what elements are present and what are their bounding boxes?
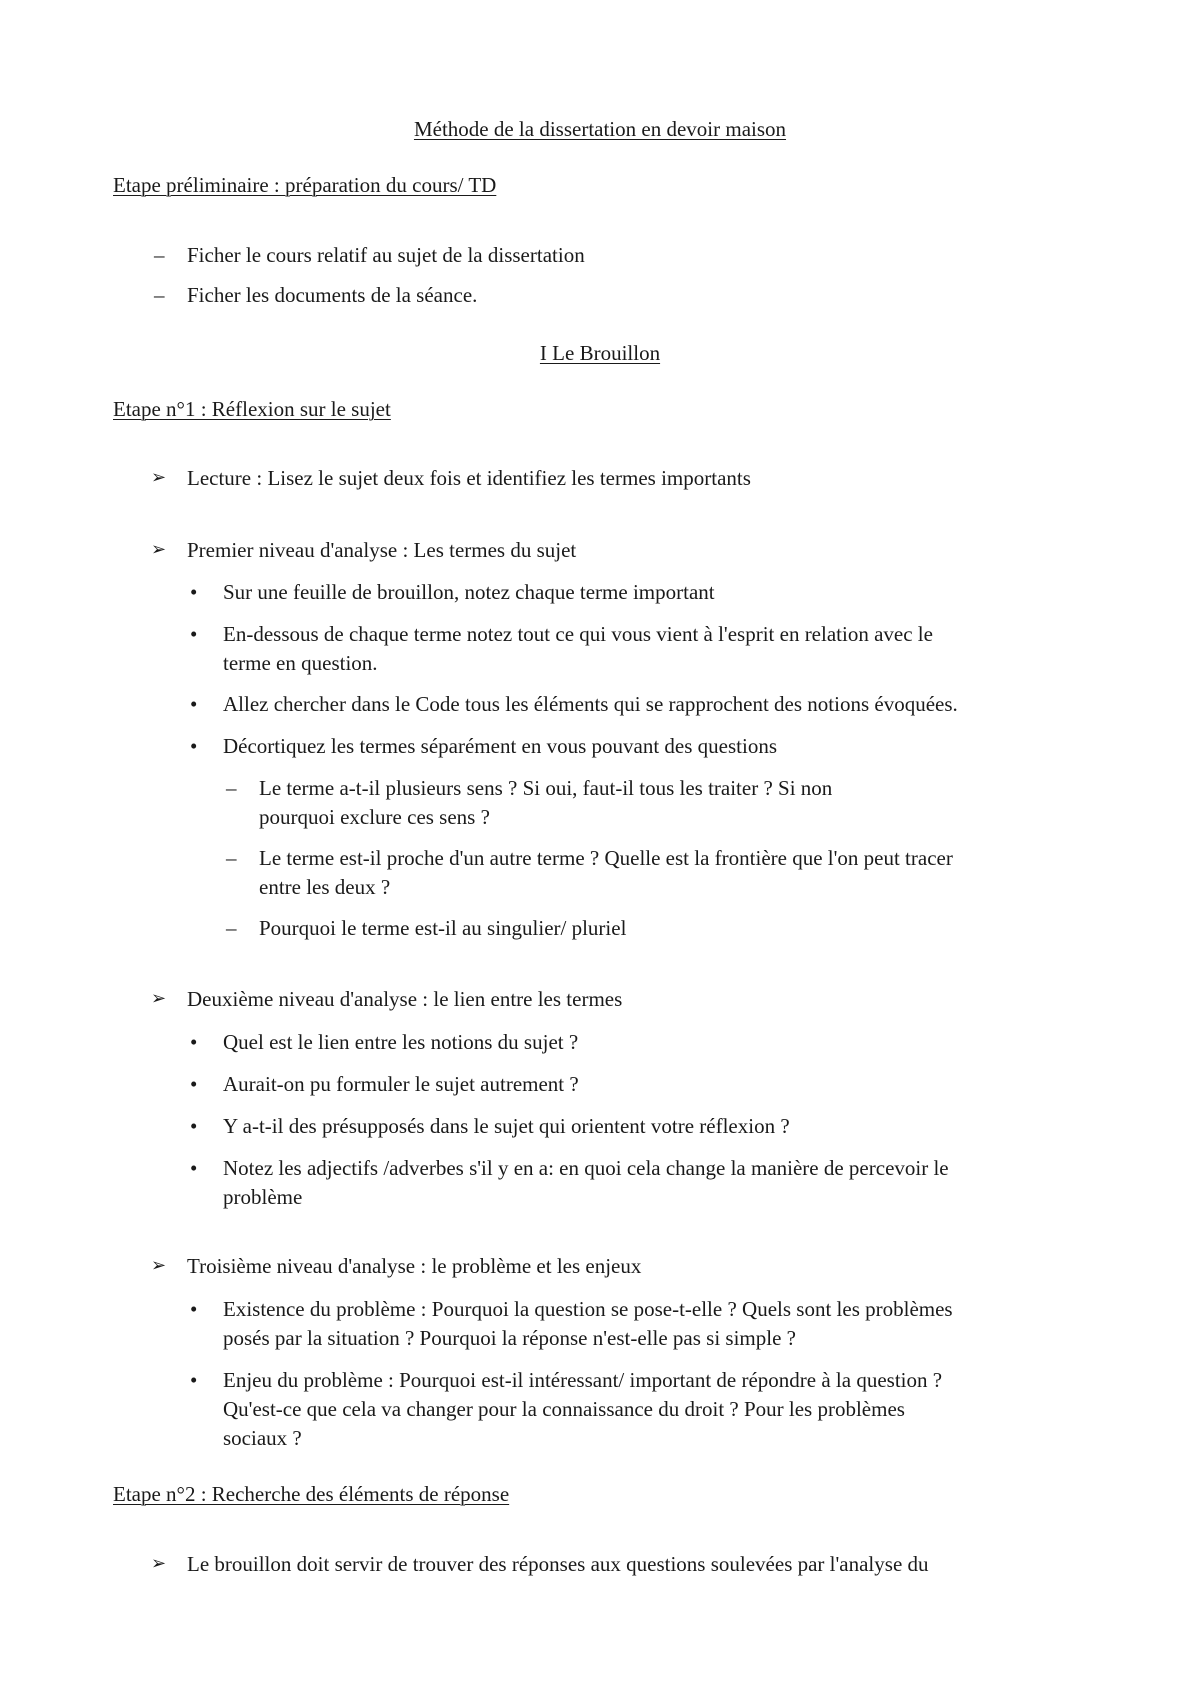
niveau1-subitem-1-cont: pourquoi exclure ces sens ?	[259, 805, 490, 829]
niveau1-bullet-1: Sur une feuille de brouillon, notez chaque terme important	[223, 580, 715, 604]
bullet-icon: •	[190, 734, 198, 758]
niveau1-bullet-2-cont: terme en question.	[223, 651, 378, 675]
bullet-icon: •	[190, 692, 198, 716]
niveau1-subitem-1: Le terme a-t-il plusieurs sens ? Si oui, faut-il tous les traiter ? Si non	[259, 776, 833, 800]
niveau1-subitem-2: Le terme est-il proche d'un autre terme ? Quelle est la frontière que l'on peut tracer	[259, 846, 953, 870]
dash-marker: –	[154, 283, 165, 307]
niveau3-bullet-2: Enjeu du problème : Pourquoi est-il intéressant/ important de répondre à la question ?	[223, 1368, 943, 1392]
dash-marker: –	[226, 846, 237, 870]
niveau2-bullet-1: Quel est le lien entre les notions du sujet ?	[223, 1030, 579, 1054]
bullet-icon: •	[190, 580, 198, 604]
document-title: Méthode de la dissertation en devoir maison	[413, 117, 787, 141]
lecture-item: Lecture : Lisez le sujet deux fois et identifiez les termes importants	[187, 466, 751, 490]
niveau3-label: Troisième niveau d'analyse : le problème et les enjeux	[187, 1254, 642, 1278]
section-title: I Le Brouillon	[539, 341, 661, 365]
arrow-bullet-icon: ➢	[151, 539, 167, 560]
niveau2-bullet-2: Aurait-on pu formuler le sujet autrement ?	[223, 1072, 579, 1096]
prelim-item-1: Ficher le cours relatif au sujet de la dissertation	[187, 243, 585, 267]
etape2-heading: Etape n°2 : Recherche des éléments de réponse	[113, 1482, 510, 1506]
niveau1-bullet-2: En-dessous de chaque terme notez tout ce qui vous vient à l'esprit en relation avec le	[223, 622, 933, 646]
niveau1-subitem-2-cont: entre les deux ?	[259, 875, 391, 899]
arrow-bullet-icon: ➢	[151, 1255, 167, 1276]
niveau2-bullet-4-cont: problème	[223, 1185, 303, 1209]
niveau3-bullet-2-cont: Qu'est-ce que cela va changer pour la connaissance du droit ? Pour les problèmes	[223, 1397, 905, 1421]
dash-marker: –	[226, 776, 237, 800]
niveau3-bullet-1-cont: posés par la situation ? Pourquoi la réponse n'est-elle pas si simple ?	[223, 1326, 796, 1350]
bullet-icon: •	[190, 1030, 198, 1054]
arrow-bullet-icon: ➢	[151, 467, 167, 488]
niveau3-bullet-1: Existence du problème : Pourquoi la question se pose-t-elle ? Quels sont les problèmes	[223, 1297, 953, 1321]
niveau1-subitem-3: Pourquoi le terme est-il au singulier/ pluriel	[259, 916, 627, 940]
etape1-heading: Etape n°1 : Réflexion sur le sujet	[113, 397, 391, 421]
niveau3-bullet-2-cont2: sociaux ?	[223, 1426, 302, 1450]
niveau2-bullet-4: Notez les adjectifs /adverbes s'il y en a: en quoi cela change la manière de percevoir le	[223, 1156, 949, 1180]
niveau2-label: Deuxième niveau d'analyse : le lien entre les termes	[187, 987, 623, 1011]
bullet-icon: •	[190, 622, 198, 646]
dash-marker: –	[154, 243, 165, 267]
bullet-icon: •	[190, 1297, 198, 1321]
prelim-heading: Etape préliminaire : préparation du cours/ TD	[113, 173, 497, 197]
etape2-item: Le brouillon doit servir de trouver des réponses aux questions soulevées par l'analyse du	[187, 1552, 929, 1576]
niveau2-bullet-3: Y a-t-il des présupposés dans le sujet qui orientent votre réflexion ?	[223, 1114, 790, 1138]
niveau1-bullet-3: Allez chercher dans le Code tous les éléments qui se rapprochent des notions évoquées.	[223, 692, 958, 716]
bullet-icon: •	[190, 1368, 198, 1392]
arrow-bullet-icon: ➢	[151, 988, 167, 1009]
arrow-bullet-icon: ➢	[151, 1553, 167, 1574]
niveau1-label: Premier niveau d'analyse : Les termes du sujet	[187, 538, 577, 562]
dash-marker: –	[226, 916, 237, 940]
prelim-item-2: Ficher les documents de la séance.	[187, 283, 478, 307]
bullet-icon: •	[190, 1156, 198, 1180]
bullet-icon: •	[190, 1072, 198, 1096]
bullet-icon: •	[190, 1114, 198, 1138]
niveau1-bullet-4: Décortiquez les termes séparément en vous pouvant des questions	[223, 734, 778, 758]
